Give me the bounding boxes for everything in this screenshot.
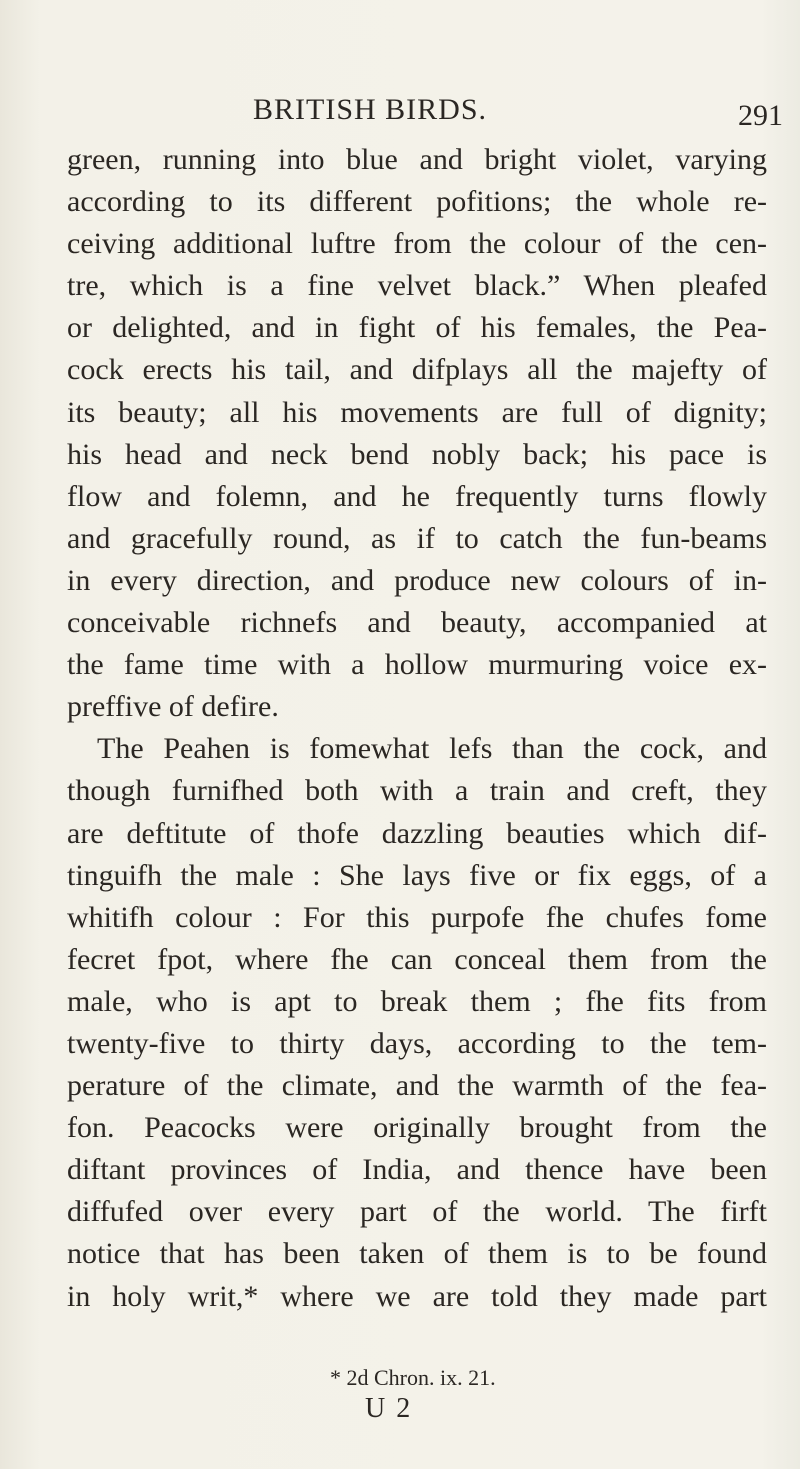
text-line: in every direction, and produce new colours of in- (67, 563, 767, 597)
text-line: the fame time with a hollow murmuring voice ex- (67, 648, 767, 682)
text-line: tinguifh the male : She lays five or fix eggs, of a (67, 858, 767, 892)
text-line: are deftitute of thofe dazzling beauties which dif- (67, 816, 767, 850)
text-line: diftant provinces of India, and thence have been (67, 1153, 767, 1187)
text-line: though furnifhed both with a train and creft, they (67, 774, 767, 808)
text-line: ceiving additional luftre from the colour of the cen- (67, 227, 767, 261)
text-line: in holy writ,* where we are told they made part (67, 1279, 767, 1313)
text-line: perature of the climate, and the warmth of the fea- (67, 1069, 767, 1103)
text-line: his head and neck bend nobly back; his pace is (67, 437, 767, 471)
body-text (67, 139, 767, 1318)
running-head (0, 90, 800, 140)
text-line: fecret fpot, where fhe can conceal them from the (67, 942, 767, 976)
text-line: preffive of defire. (67, 690, 279, 724)
text-line: according to its different pofitions; the whole re- (67, 185, 767, 219)
text-line: its beauty; all his movements are full of dignity; (67, 395, 767, 429)
footnote: * 2d Chron. ix. 21. (330, 1365, 496, 1390)
text-line: and gracefully round, as if to catch the fun-beams (67, 521, 767, 555)
text-line: whitifh colour : For this purpofe fhe chufes fome (67, 900, 767, 934)
running-title: BRITISH BIRDS. (253, 93, 488, 126)
text-line: or delighted, and in fight of his females, the Pea- (67, 311, 767, 345)
text-line: fon. Peacocks were originally brought from the (67, 1111, 767, 1145)
text-line: diffufed over every part of the world. The firft (67, 1195, 767, 1229)
text-line: tre, which is a fine velvet black.” When pleafed (67, 269, 767, 303)
text-line: green, running into blue and bright violet, varying (67, 143, 767, 176)
page-number: 291 (738, 99, 783, 132)
text-line: flow and folemn, and he frequently turns flowly (67, 479, 767, 513)
text-line: male, who is apt to break them ; fhe fits from (67, 984, 767, 1018)
text-line: twenty-five to thirty days, according to the tem- (67, 1026, 767, 1060)
text-line: notice that has been taken of them is to be found (67, 1237, 767, 1271)
text-line: cock erects his tail, and difplays all the majefty of (67, 353, 767, 387)
text-line: conceivable richnefs and beauty, accompanied at (67, 606, 767, 640)
paragraph-start-line: The Peahen is fomewhat lefs than the cock, and (97, 732, 767, 766)
signature-mark: U 2 (365, 1393, 413, 1424)
